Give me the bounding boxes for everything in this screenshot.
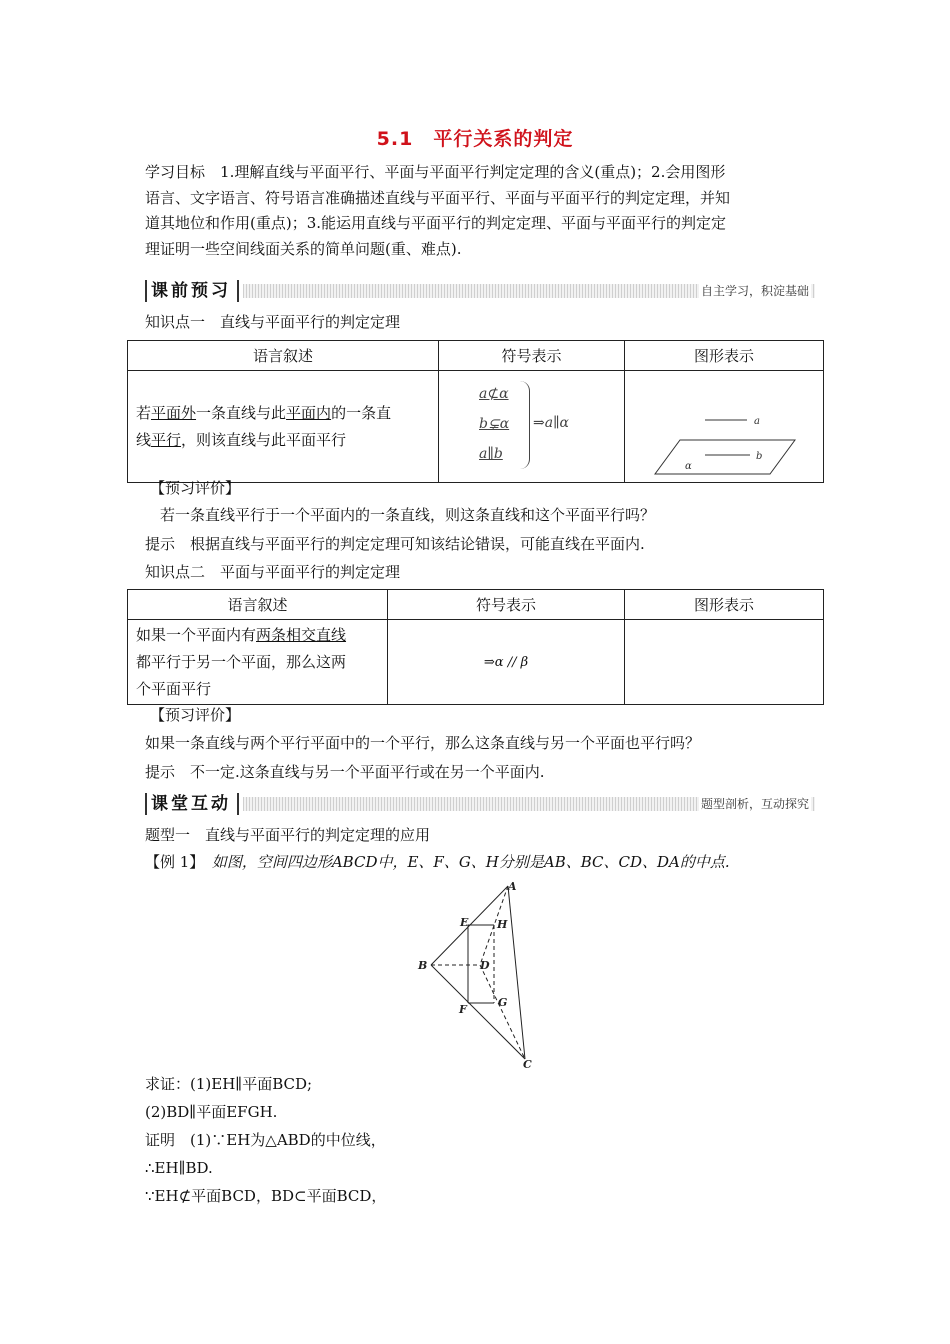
section-subtitle: 自主学习，积淀基础 <box>700 284 809 298</box>
kp1-blank-parallel: 平行 <box>151 430 182 449</box>
kp1-symbol-result: ⇒a∥α <box>533 415 569 431</box>
section-bar-classroom <box>145 793 815 815</box>
review1-label: 【预习评价】 <box>150 479 241 497</box>
point-label-D: D <box>480 959 490 972</box>
kp1-text-part: ，则该直线与此平面平行 <box>181 430 347 449</box>
fig-label-b: b <box>756 451 763 462</box>
kp2-figure-cell <box>625 620 824 705</box>
point-label-F: F <box>459 1003 467 1016</box>
kp1-symbol-2: b⊊α <box>479 416 510 432</box>
section-bar-preview <box>145 280 815 302</box>
review2-question: 如果一条直线与两个平行平面中的一个平行，那么这条直线与另一个平面也平行吗？ <box>145 734 701 752</box>
plane-alpha <box>655 440 795 474</box>
section-label: 课堂互动 <box>145 793 239 815</box>
page-title: 5.1 平行关系的判定 <box>376 128 574 150</box>
section-label: 课前预习 <box>145 280 239 302</box>
point-label-C: C <box>523 1058 532 1071</box>
fig-label-a: a <box>754 416 760 427</box>
kp1-header-figure: 图形表示 <box>625 341 824 371</box>
kp1-brace <box>519 381 530 469</box>
kp1-text-part: 线 <box>136 430 152 449</box>
kp1-table <box>127 340 824 483</box>
kp1-symbol-3: a∥b <box>479 446 503 462</box>
proof-line-4: ∴EH∥BD. <box>145 1159 213 1177</box>
kp2-text-part: 个平面平行 <box>136 679 212 698</box>
review2-label: 【预习评价】 <box>150 706 241 724</box>
line-plane-parallel-figure <box>625 371 823 478</box>
proof-line-5: ∵EH⊄平面BCD，BD⊂平面BCD， <box>145 1187 387 1205</box>
kp1-text-cell <box>128 371 439 483</box>
kp1-text-part: 若 <box>136 403 152 422</box>
kp1-header-symbol: 符号表示 <box>439 341 625 371</box>
kp1-figure-cell <box>625 371 824 483</box>
kp1-blank-inside: 平面内 <box>286 403 332 422</box>
fig-label-alpha: α <box>685 461 692 472</box>
kp2-heading: 知识点二 平面与平面平行的判定定理 <box>145 563 401 581</box>
type1-heading: 题型一 直线与平面平行的判定定理的应用 <box>145 826 431 844</box>
kp1-symbol-1: a⊄α <box>479 386 509 402</box>
kp1-symbol-cell <box>439 371 625 483</box>
example1-label: 【例 1】 <box>145 853 197 871</box>
kp1-text-part: 一条直线与此 <box>196 403 287 422</box>
proof-line-1: 求证：(1)EH∥平面BCD; <box>145 1075 313 1093</box>
kp2-text-part: 如果一个平面内有 <box>136 625 257 644</box>
section-subtitle: 题型剖析，互动探究 <box>700 797 809 811</box>
point-label-H: H <box>497 918 508 931</box>
kp2-text-cell <box>128 620 388 705</box>
kp1-heading: 知识点一 直线与平面平行的判定定理 <box>145 313 401 331</box>
example1 <box>145 852 730 872</box>
kp1-blank-outside: 平面外 <box>151 403 197 422</box>
point-label-A: A <box>508 880 517 893</box>
example1-text: 如图，空间四边形ABCD中，E、F、G、H分别是AB、BC、CD、DA的中点. <box>211 853 730 871</box>
objectives-line-3: 道其地位和作用(重点)；3.能运用直线与平面平行的判定定理、平面与平面平行的判定定 <box>145 214 727 232</box>
proof-line-2: (2)BD∥平面EFGH. <box>145 1103 278 1121</box>
point-label-E: E <box>460 916 469 929</box>
objectives-label: 学习目标 <box>145 163 206 181</box>
kp2-header-symbol: 符号表示 <box>388 590 625 620</box>
point-label-B: B <box>418 959 428 972</box>
kp1-text-part: 的一条直 <box>331 403 392 422</box>
learning-objectives <box>145 160 810 262</box>
kp2-symbol: ⇒α // β <box>388 620 625 705</box>
kp2-blank-intersecting: 两条相交直线 <box>256 625 347 644</box>
proof-line-3: 证明 (1)∵EH为△ABD的中位线， <box>145 1131 386 1149</box>
point-label-G: G <box>498 996 508 1009</box>
review1-question: 若一条直线平行于一个平面内的一条直线，则这条直线和这个平面平行吗？ <box>160 506 656 524</box>
kp2-text-part: 都平行于另一个平面，那么这两 <box>136 652 347 671</box>
objectives-line-2: 语言、文字语言、符号语言准确描述直线与平面平行、平面与平面平行的判定定理，并知 <box>145 188 731 207</box>
objectives-line-1: 1.理解直线与平面平行、平面与平面平行判定定理的含义(重点)；2.会用图形 <box>220 163 726 181</box>
review1-answer: 提示 根据直线与平面平行的判定定理可知该结论错误，可能直线在平面内. <box>145 535 645 553</box>
quadrilateral-figure <box>410 875 545 1075</box>
kp2-header-figure: 图形表示 <box>625 590 824 620</box>
review2-answer: 提示 不一定.这条直线与另一个平面平行或在另一个平面内. <box>145 763 545 781</box>
kp2-table <box>127 589 824 705</box>
kp2-header-text: 语言叙述 <box>128 590 388 620</box>
objectives-line-4: 理证明一些空间线面关系的简单问题(重、难点). <box>145 239 462 258</box>
kp1-header-text: 语言叙述 <box>128 341 439 371</box>
